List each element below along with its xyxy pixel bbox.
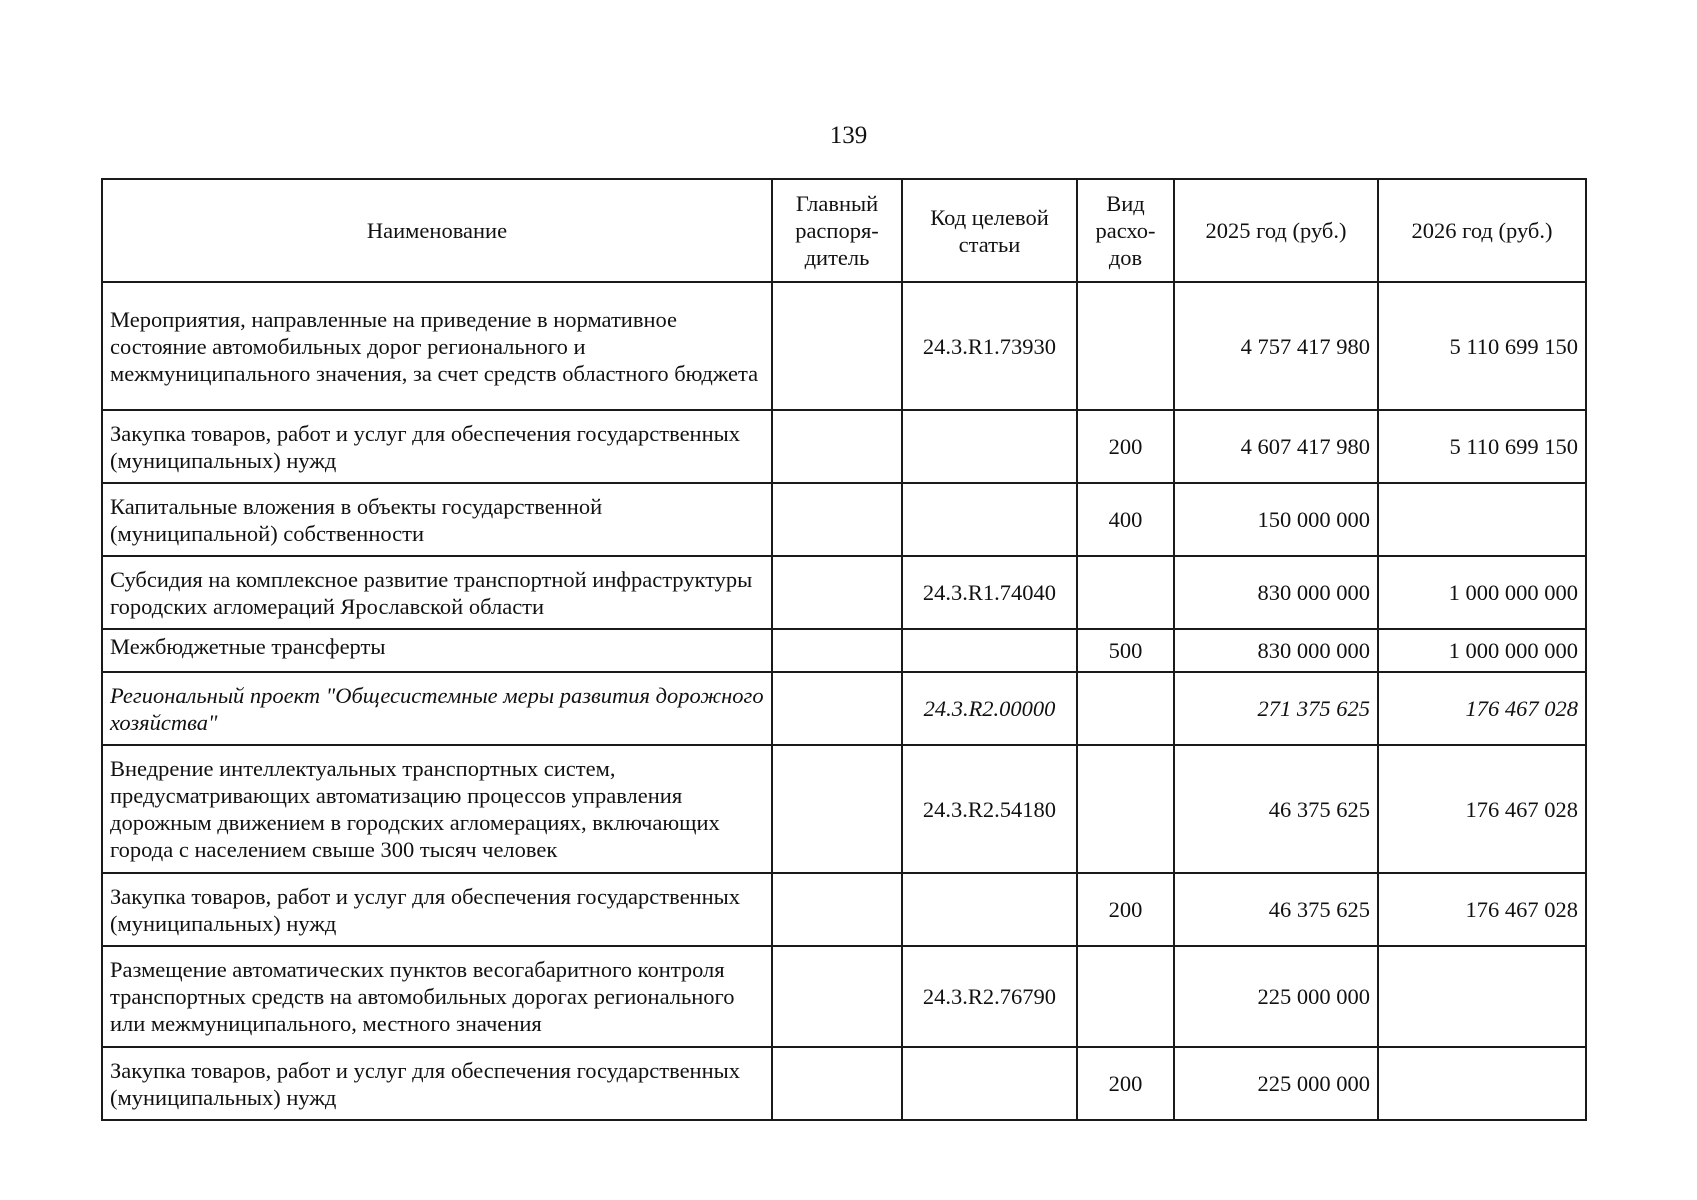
row-kind [1077,946,1174,1047]
row-2026: 1 000 000 000 [1378,556,1586,629]
row-name: Размещение автоматических пунктов весогабаритного контроля транспортных средств на автомобильных дорогах регионального или межмуниципального, местного значения [102,946,772,1047]
row-admin [772,672,902,745]
row-2026: 5 110 699 150 [1378,282,1586,410]
header-2026: 2026 год (руб.) [1378,179,1586,282]
row-code [902,483,1077,556]
row-code [902,873,1077,946]
row-kind: 200 [1077,1047,1174,1120]
row-kind [1077,282,1174,410]
row-2025: 830 000 000 [1174,629,1378,672]
row-name: Капитальные вложения в объекты государственной (муниципальной) собственности [102,483,772,556]
row-kind: 500 [1077,629,1174,672]
table-row [102,556,1586,629]
row-admin [772,483,902,556]
row-admin [772,946,902,1047]
row-kind [1077,745,1174,873]
row-name: Мероприятия, направленные на приведение в нормативное состояние автомобильных дорог регионального и межмуниципального значения, за счет средств областного бюджета [102,282,772,410]
table-row [102,483,1586,556]
table-row-project [102,672,1586,745]
row-name: Закупка товаров, работ и услуг для обеспечения государственных (муниципальных) нужд [102,410,772,483]
table-row [102,410,1586,483]
row-2026: 1 000 000 000 [1378,629,1586,672]
row-code: 24.3.R2.76790 [902,946,1077,1047]
row-admin [772,282,902,410]
row-kind: 200 [1077,410,1174,483]
table-row [102,745,1586,873]
row-code: 24.3.R1.74040 [902,556,1077,629]
row-kind: 400 [1077,483,1174,556]
row-2026: 5 110 699 150 [1378,410,1586,483]
table-row [102,629,1586,672]
row-2025: 225 000 000 [1174,946,1378,1047]
row-kind [1077,672,1174,745]
row-admin [772,410,902,483]
budget-table [101,178,1587,1121]
row-2026: 176 467 028 [1378,873,1586,946]
table-row [102,873,1586,946]
row-code [902,1047,1077,1120]
row-admin [772,873,902,946]
row-2025: 225 000 000 [1174,1047,1378,1120]
row-code [902,410,1077,483]
row-2026 [1378,1047,1586,1120]
row-2025: 46 375 625 [1174,745,1378,873]
row-name: Внедрение интеллектуальных транспортных систем, предусматривающих автоматизацию процессов управления дорожным движением в городских агломерациях, включающих города с населением свыше 300 тысяч человек [102,745,772,873]
row-2025: 830 000 000 [1174,556,1378,629]
row-admin [772,629,902,672]
header-admin: Главный распоря-дитель [772,179,902,282]
row-name: Закупка товаров, работ и услуг для обеспечения государственных (муниципальных) нужд [102,1047,772,1120]
row-2026: 176 467 028 [1378,672,1586,745]
row-name: Региональный проект "Общесистемные меры развития дорожного хозяйства" [102,672,772,745]
row-2026: 176 467 028 [1378,745,1586,873]
page-number: 139 [829,122,868,149]
row-name: Субсидия на комплексное развитие транспортной инфраструктуры городских агломераций Ярославской области [102,556,772,629]
table-row [102,946,1586,1047]
header-row [102,179,1586,282]
row-2025: 46 375 625 [1174,873,1378,946]
row-code: 24.3.R1.73930 [902,282,1077,410]
row-2025: 150 000 000 [1174,483,1378,556]
row-kind: 200 [1077,873,1174,946]
header-name: Наименование [102,179,772,282]
row-2026 [1378,483,1586,556]
table-body [102,282,1586,1120]
row-admin [772,745,902,873]
row-code: 24.3.R2.00000 [902,672,1077,745]
table-row [102,282,1586,410]
header-kind: Вид расхо-дов [1077,179,1174,282]
row-2025: 4 607 417 980 [1174,410,1378,483]
row-admin [772,556,902,629]
row-name: Межбюджетные трансферты [102,629,772,672]
header-code: Код целевой статьи [902,179,1077,282]
row-admin [772,1047,902,1120]
row-2025: 4 757 417 980 [1174,282,1378,410]
table-header [102,179,1586,282]
row-name: Закупка товаров, работ и услуг для обеспечения государственных (муниципальных) нужд [102,873,772,946]
header-2025: 2025 год (руб.) [1174,179,1378,282]
row-2025: 271 375 625 [1174,672,1378,745]
row-2026 [1378,946,1586,1047]
row-code [902,629,1077,672]
row-kind [1077,556,1174,629]
row-code: 24.3.R2.54180 [902,745,1077,873]
table-row [102,1047,1586,1120]
